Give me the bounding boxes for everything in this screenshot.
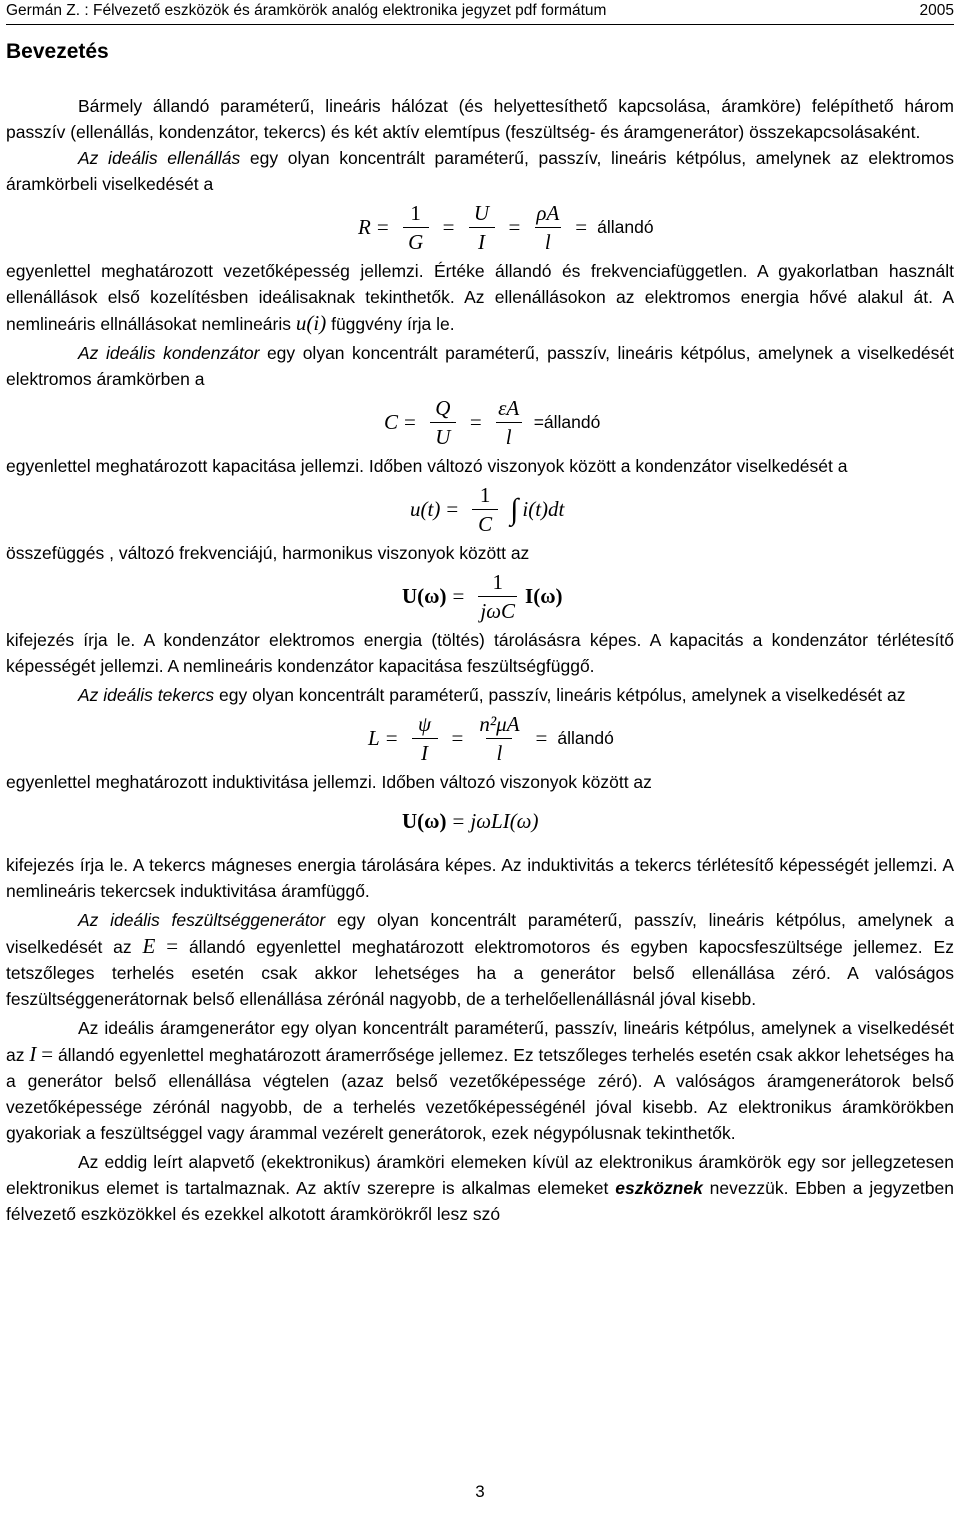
equals-sign: = bbox=[575, 215, 588, 239]
inductor-term: Az ideális tekercs bbox=[78, 685, 215, 705]
numerator: 1 bbox=[410, 201, 421, 225]
resistor-formula bbox=[358, 201, 954, 254]
numerator: Q bbox=[435, 396, 451, 420]
equals-sign: = bbox=[452, 584, 465, 608]
integral-lhs: u(t) bbox=[410, 497, 441, 521]
voltage-source-term: Az ideális feszültséggenerátor bbox=[78, 910, 326, 930]
denominator: l bbox=[496, 422, 522, 449]
denominator: G bbox=[403, 227, 429, 254]
fraction bbox=[412, 712, 438, 765]
resistor-after bbox=[6, 258, 954, 337]
inductor-after: egyenlettel meghatározott induktivitása jellemzi. Időben változó viszonyok között az bbox=[6, 772, 652, 792]
fraction bbox=[478, 570, 517, 623]
numerator: U bbox=[473, 201, 490, 225]
phasor-lhs: U(ω) bbox=[402, 584, 447, 608]
resistor-lhs: R bbox=[358, 215, 371, 239]
current-source-paragraph bbox=[6, 1015, 954, 1146]
equals-sign: = bbox=[376, 215, 389, 239]
current-source-symbol: I bbox=[29, 1042, 37, 1066]
denominator: I bbox=[469, 227, 495, 254]
numerator: εA bbox=[498, 396, 520, 420]
capacitor-after2: összefüggés , változó frekvenciájú, harmonikus viszonyok között az bbox=[6, 543, 530, 563]
inductor-paragraph bbox=[6, 682, 954, 708]
header-year: 2005 bbox=[919, 2, 954, 19]
capacitor-after: egyenlettel meghatározott kapacitása jellemzi. Időben változó viszonyok között a kondenzátor viselkedését a bbox=[6, 456, 848, 476]
fraction bbox=[469, 201, 495, 254]
constant-word: állandó bbox=[557, 728, 614, 748]
resistor-after-text: egyenlettel meghatározott vezetőképesség jellemzi. Értéke állandó és frekvenciafüggetlen. A gyakorlatban használt ellenállások első kozelítésben ideálisaknak tekinthetők. Az ellenállásokon az elektromos energia hővé alakul át. A nemlineáris ellnállásokat nemlineáris bbox=[6, 261, 954, 334]
inductor-lhs: L bbox=[368, 726, 380, 750]
capacitor-lead: egy olyan koncentrált paraméterű, passzív, lineáris kétpólus, amelynek a viselkedését elektromos áramkörben a bbox=[6, 343, 955, 389]
numerator: n²μA bbox=[479, 712, 520, 736]
closing-end: nevezzük. Ebben a jegyzetben félvezető eszközökkel és ezekkel alkotott áramkörökről lesz szó bbox=[6, 1178, 954, 1224]
equals-sign: = bbox=[469, 410, 482, 434]
inductor-after2: kifejezés írja le. A tekercs mágneses energia tárolására képes. Az induktivitás a tekercs térlétesítő képességét jellemzi. A nemlineáris tekercsek induktivitása áramfüggő. bbox=[6, 855, 954, 901]
inductor-formula bbox=[368, 712, 954, 765]
equals-sign: = bbox=[166, 934, 179, 958]
denominator: l bbox=[535, 227, 561, 254]
current-source-lead: Az ideális áramgenerátor egy olyan koncentrált paraméterű, passzív, lineáris kétpólus, amelynek a viselkedését az bbox=[6, 1018, 954, 1065]
inductor-lead: egy olyan koncentrált paraméterű, passzív, lineáris kétpólus, amelynek a viselkedését az bbox=[214, 685, 906, 705]
phasor-rhs: I(ω) bbox=[525, 584, 563, 608]
numerator: ρA bbox=[536, 201, 560, 225]
voltage-source-symbol: E bbox=[142, 934, 156, 958]
denominator: jωC bbox=[478, 596, 517, 623]
phasor-rhs: jωLI(ω) bbox=[470, 809, 539, 833]
voltage-source-lead: egy olyan koncentrált paraméterű, passzív, lineáris kétpólus, amelynek a viselkedését az bbox=[6, 910, 954, 957]
numerator: 1 bbox=[479, 483, 491, 507]
denominator: I bbox=[412, 738, 438, 765]
resistor-math: u(i) bbox=[295, 311, 327, 335]
integral-sign: ∫ bbox=[510, 492, 519, 526]
intro-paragraph: Bármely állandó paraméterű, lineáris hálózat (és helyettesíthető kapcsolása, áramköre) felépíthető három passzív (ellenállás, kondenzátor, tekercs) és két aktív elemtípus (feszültség- és áramgenerátor) összekapcsolásaként. bbox=[6, 96, 954, 142]
equals-sign: = bbox=[452, 809, 465, 833]
capacitor-term: Az ideális kondenzátor bbox=[78, 343, 260, 363]
fraction bbox=[430, 396, 456, 449]
phasor-lhs: U(ω) bbox=[402, 809, 447, 833]
page-number: 3 bbox=[475, 1482, 485, 1501]
fraction bbox=[496, 396, 522, 449]
capacitor-after3: kifejezés írja le. A kondenzátor elektromos energia (töltés) tárolásásra képes. A kapacitás a kondenzátor térlétesítő képességét jellemzi. A nemlineáris kondenzátor kapacitása feszültségfüggő. bbox=[6, 630, 954, 676]
constant-word: állandó bbox=[597, 217, 654, 237]
resistor-lead: egy olyan koncentrált paraméterű, passzív, lineáris kétpólus, amelynek az elektromos áramkörbeli viselkedését a bbox=[6, 148, 954, 194]
denominator: l bbox=[486, 738, 512, 765]
equals-sign: = bbox=[404, 410, 416, 434]
numerator: 1 bbox=[492, 570, 503, 594]
constant-word: =állandó bbox=[533, 412, 601, 432]
fraction bbox=[403, 201, 429, 254]
equals-sign: = bbox=[446, 497, 459, 521]
equals-sign: = bbox=[508, 215, 521, 239]
resistor-paragraph bbox=[6, 145, 954, 197]
denominator: C bbox=[472, 509, 498, 536]
capacitor-formula bbox=[384, 396, 954, 449]
section-heading: Bevezetés bbox=[6, 40, 109, 63]
resistor-term: Az ideális ellenállás bbox=[78, 148, 241, 168]
equals-sign: = bbox=[442, 215, 455, 239]
current-source-rest: állandó egyenlettel meghatározott áramerrősége jellemez. Ez tetszőleges terhelés esetén csak akkor lehetséges ha a generátor belső ellenállása végtelen (azaz belső vezetőképessége zéró). A valóságos áramgenerátorok belső vezetőképessége zérónál nagyobb, de a terhelés vezetőképességénél jóval kisebb. Az elektronikus áramkörökben gyakoriak a feszültséggel vagy árammal vezérelt generátorok, ezek négypólusnak tekinthetők. bbox=[6, 1045, 954, 1143]
equals-sign: = bbox=[41, 1042, 54, 1066]
fraction bbox=[534, 201, 561, 254]
closing-emphasis: eszköznek bbox=[615, 1178, 703, 1198]
fraction bbox=[472, 483, 498, 536]
denominator: U bbox=[430, 422, 456, 449]
closing-paragraph bbox=[6, 1149, 954, 1227]
capacitor-lhs: C bbox=[384, 410, 399, 434]
integral-rhs: i(t)dt bbox=[522, 497, 565, 521]
fraction bbox=[477, 712, 521, 765]
resistor-after-end: függvény írja le. bbox=[331, 314, 455, 334]
equals-sign: = bbox=[535, 726, 548, 750]
equals-sign: = bbox=[451, 726, 464, 750]
capacitor-phasor-formula bbox=[402, 570, 954, 623]
voltage-source-rest: állandó egyenlettel meghatározott elektromotoros és egyben kapocsfeszültsége jellemez. Ez tetszőleges terhelés esetén csak akkor lehetséges ha a generátor belső ellenállása zéró. A valóságos feszültséggenerátornak belső ellenállása zérónál nagyobb, de a terhelőellenállásnál jóval kisebb. bbox=[6, 937, 954, 1009]
closing-text: Az eddig leírt alapvető (ekektronikus) áramköri elemeken kívül az elektronikus áramkörök egy sor jellegzetesen elektronikus elemet is tartalmaznak. Az aktív szerepre is alkalmas elemeket bbox=[6, 1152, 954, 1198]
capacitor-integral-formula bbox=[410, 483, 954, 536]
equals-sign: = bbox=[385, 726, 398, 750]
header-title: Germán Z. : Félvezető eszközök és áramkörök analóg elektronika jegyzet pdf formátum bbox=[6, 2, 607, 19]
voltage-source-paragraph bbox=[6, 907, 954, 1012]
capacitor-paragraph bbox=[6, 340, 954, 392]
inductor-phasor-formula bbox=[402, 809, 954, 834]
numerator: ψ bbox=[418, 712, 432, 736]
page-header bbox=[6, 0, 954, 25]
body-content bbox=[6, 93, 954, 1227]
